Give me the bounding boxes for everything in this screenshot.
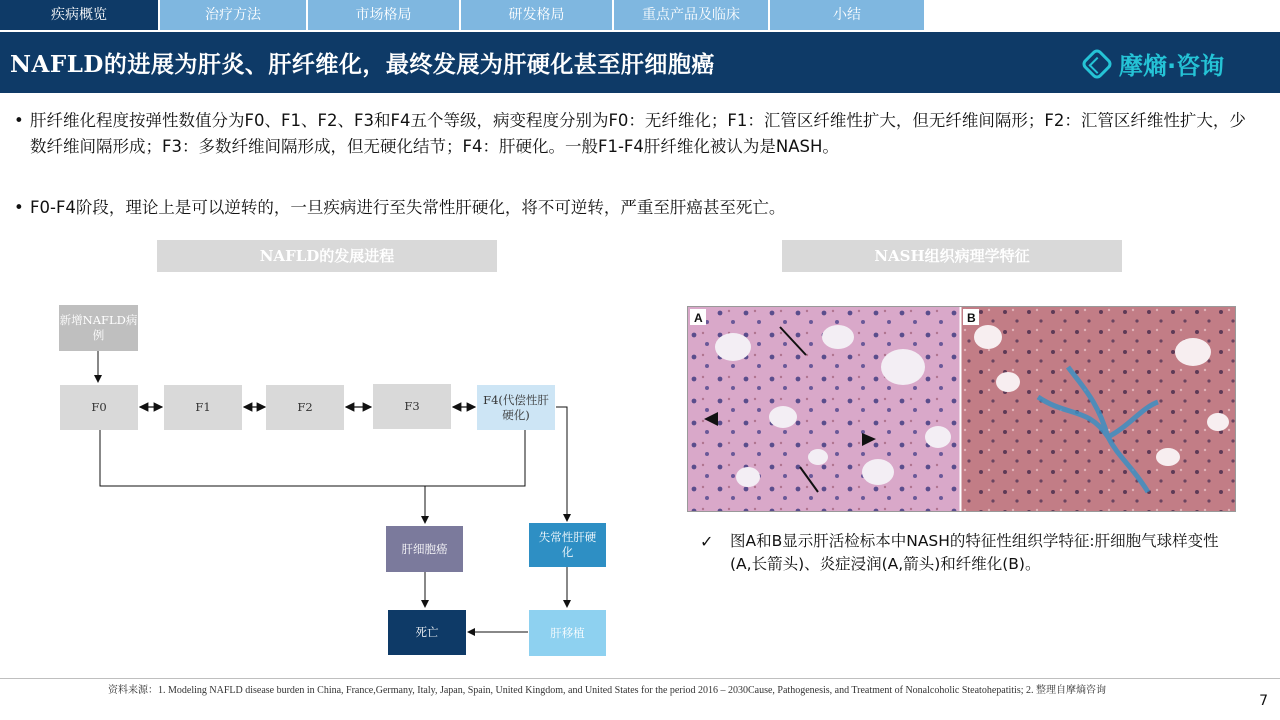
logo-text: 摩熵·咨询 bbox=[1119, 52, 1225, 80]
box-liver-transplant: 肝移植 bbox=[529, 610, 606, 656]
panel-a-label: A bbox=[694, 311, 703, 325]
box-new-nafld-cases: 新增NAFLD病例 bbox=[59, 305, 138, 351]
tab-market[interactable]: 市场格局 bbox=[308, 0, 461, 30]
box-death: 死亡 bbox=[388, 610, 466, 655]
page-title: NAFLD的进展为肝炎、肝纤维化，最终发展为肝硬化甚至肝细胞癌 bbox=[10, 51, 715, 78]
nash-histology-image bbox=[687, 306, 1236, 512]
box-hepatocellular-carcinoma: 肝细胞癌 bbox=[386, 526, 463, 572]
arrow-f4-to-decompensated bbox=[556, 407, 567, 521]
tab-summary[interactable]: 小结 bbox=[770, 0, 926, 30]
caption-text: 图A和B显示肝活检标本中NASH的特征性组织学特征:肝细胞气球样变性(A,长箭头)、炎症浸润(A,箭头)和纤维化(B)。 bbox=[730, 532, 1219, 573]
box-f0: F0 bbox=[60, 385, 138, 430]
line-f0-f4-merge bbox=[100, 430, 525, 486]
checkmark-icon: ✓ bbox=[700, 532, 714, 551]
tab-disease-overview[interactable]: 疾病概览 bbox=[0, 0, 160, 30]
panel-b-label: B bbox=[967, 311, 976, 325]
histology-title: NASH组织病理学特征 bbox=[782, 240, 1122, 272]
histology-panels bbox=[688, 307, 1236, 512]
tab-key-products[interactable]: 重点产品及临床 bbox=[614, 0, 770, 30]
box-f1: F1 bbox=[164, 385, 242, 430]
histology-caption bbox=[700, 530, 1240, 576]
box-f3: F3 bbox=[373, 384, 451, 429]
bullet-text: 肝纤维化程度按弹性数值分为F0、F1、F2、F3和F4五个等级，病变程度分别为F0：无纤维化；F1：汇管区纤维性扩大，但无纤维间隔形；F2：汇管区纤维性扩大，少数纤维间隔形成；F3：多数纤维间隔形成，但无硬化结节；F4：肝硬化。一般F1-F4肝纤维化被认为是NASH。 bbox=[30, 111, 1246, 156]
bullet-text: F0-F4阶段，理论上是可以逆转的，一旦疾病进行至失常性肝硬化，将不可逆转，严重至肝癌甚至死亡。 bbox=[30, 198, 786, 217]
tab-treatment[interactable]: 治疗方法 bbox=[160, 0, 308, 30]
footer-divider bbox=[0, 678, 1280, 679]
bullet-dot-icon: • bbox=[14, 198, 24, 217]
box-decompensated-cirrhosis: 失常性肝硬化 bbox=[529, 523, 606, 567]
page-number: 7 bbox=[1259, 693, 1268, 709]
flowchart-title: NAFLD的发展进程 bbox=[157, 240, 497, 272]
tab-rd[interactable]: 研发格局 bbox=[461, 0, 614, 30]
source-note: 资料来源：1. Modeling NAFLD disease burden in China, France,Germany, Italy, Japan, Spain, United Kingdom, and United States for the period 2016 – 2030Cause, Pathogenesis, and Treatment of Nonalcoholic Steatohepatitis; 2. 整理自摩熵咨询 bbox=[108, 685, 1106, 696]
bullet-dot-icon: • bbox=[14, 111, 24, 130]
box-f4-compensated-cirrhosis: F4(代偿性肝硬化) bbox=[477, 385, 555, 430]
box-f2: F2 bbox=[266, 385, 344, 430]
